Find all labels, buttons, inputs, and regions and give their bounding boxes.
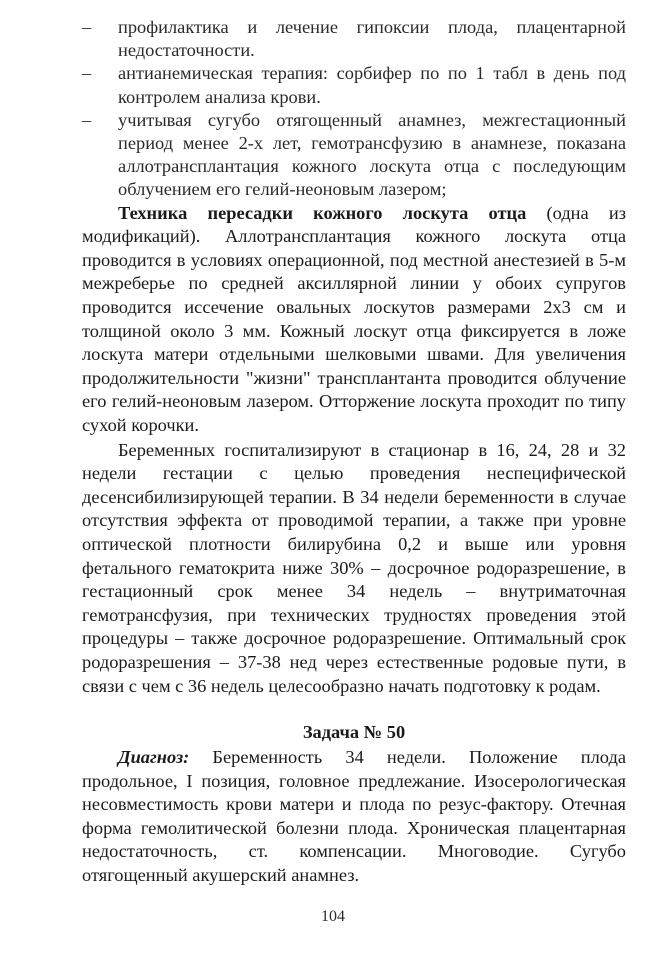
page-content: [82, 16, 626, 888]
diagnosis-text: Беременность 34 недели. Положение плода продольное, I позиция, головное предлежание. Изосерологическая несовместимость крови матери и плода по резус-фактору. Отечная форма гемолитической болезни плода. Хроническая плацентарная недостаточность, ст. компенсации. Многоводие. Сугубо отягощенный акушерский анамнез.: [82, 747, 626, 886]
list-item-text: антианемическая терапия: сорбифер по по 1 табл в день под контролем анализа крови.: [118, 63, 626, 107]
technique-paragraph: [82, 202, 626, 438]
task-heading: Задача № 50: [302, 722, 406, 743]
diagnosis-paragraph: [82, 746, 626, 888]
list-dash: –: [82, 63, 92, 84]
diagnosis-label: Диагноз:: [118, 747, 190, 768]
list-item: [82, 16, 626, 62]
list-item: [82, 62, 626, 108]
hospitalization-paragraph: Беременных госпитализируют в стационар в 16, 24, 28 и 32 недели гестации с целью проведения неспецифической десенсибилизирующей терапии. В 34 недели беременности в случае отсутствия эффекта от проводимой терапии, а также при уровне оптической плотности билирубина 0,2 и выше или уровня фетального гематокрита ниже 30% – досрочное родоразрешение, в гестационный срок менее 34 недель – внутриматочная гемотрансфузия, при технических трудностях проведения этой процедуры – также досрочное родоразрешение. Оптимальный срок родоразрешения – 37-38 нед через естественные родовые пути, в связи с чем с 36 недель целесообразно начать подготовку к родам.: [82, 439, 626, 696]
list-item-text: профилактика и лечение гипоксии плода, плацентарной недостаточности.: [118, 17, 626, 61]
technique-title: Техника пересадки кожного лоскута отца: [118, 202, 527, 223]
bullet-list: [82, 16, 626, 202]
list-item: [82, 109, 626, 202]
list-dash: –: [82, 17, 92, 37]
technique-text: (одна из модификаций). Аллотрансплантация кожного лоскута отца проводится в условиях операционной, под местной анестезией в 5-м межреберье по средней аксиллярной линии у обоих супругов проводится иссечение овальных лоскутов размерами 2х3 см и толщиной около 3 мм. Кожный лоскут отца фиксируется в ложе лоскута матери отдельными шелковыми швами. Для увеличения продолжительности "жизни" трансплантанта проводится облучение его гелий-неоновым лазером. Отторжение лоскута проходит по типу сухой корочки.: [82, 202, 626, 435]
list-dash: –: [82, 109, 92, 130]
list-item-text: учитывая сугубо отягощенный анамнез, межгестационный период менее 2-х лет, гемотрансфузию в анамнезе, показана аллотрансплантация кожного лоскута отца с последующим облучением его гелий-неоновым лазером;: [118, 109, 626, 200]
page-number: 104: [321, 908, 345, 925]
